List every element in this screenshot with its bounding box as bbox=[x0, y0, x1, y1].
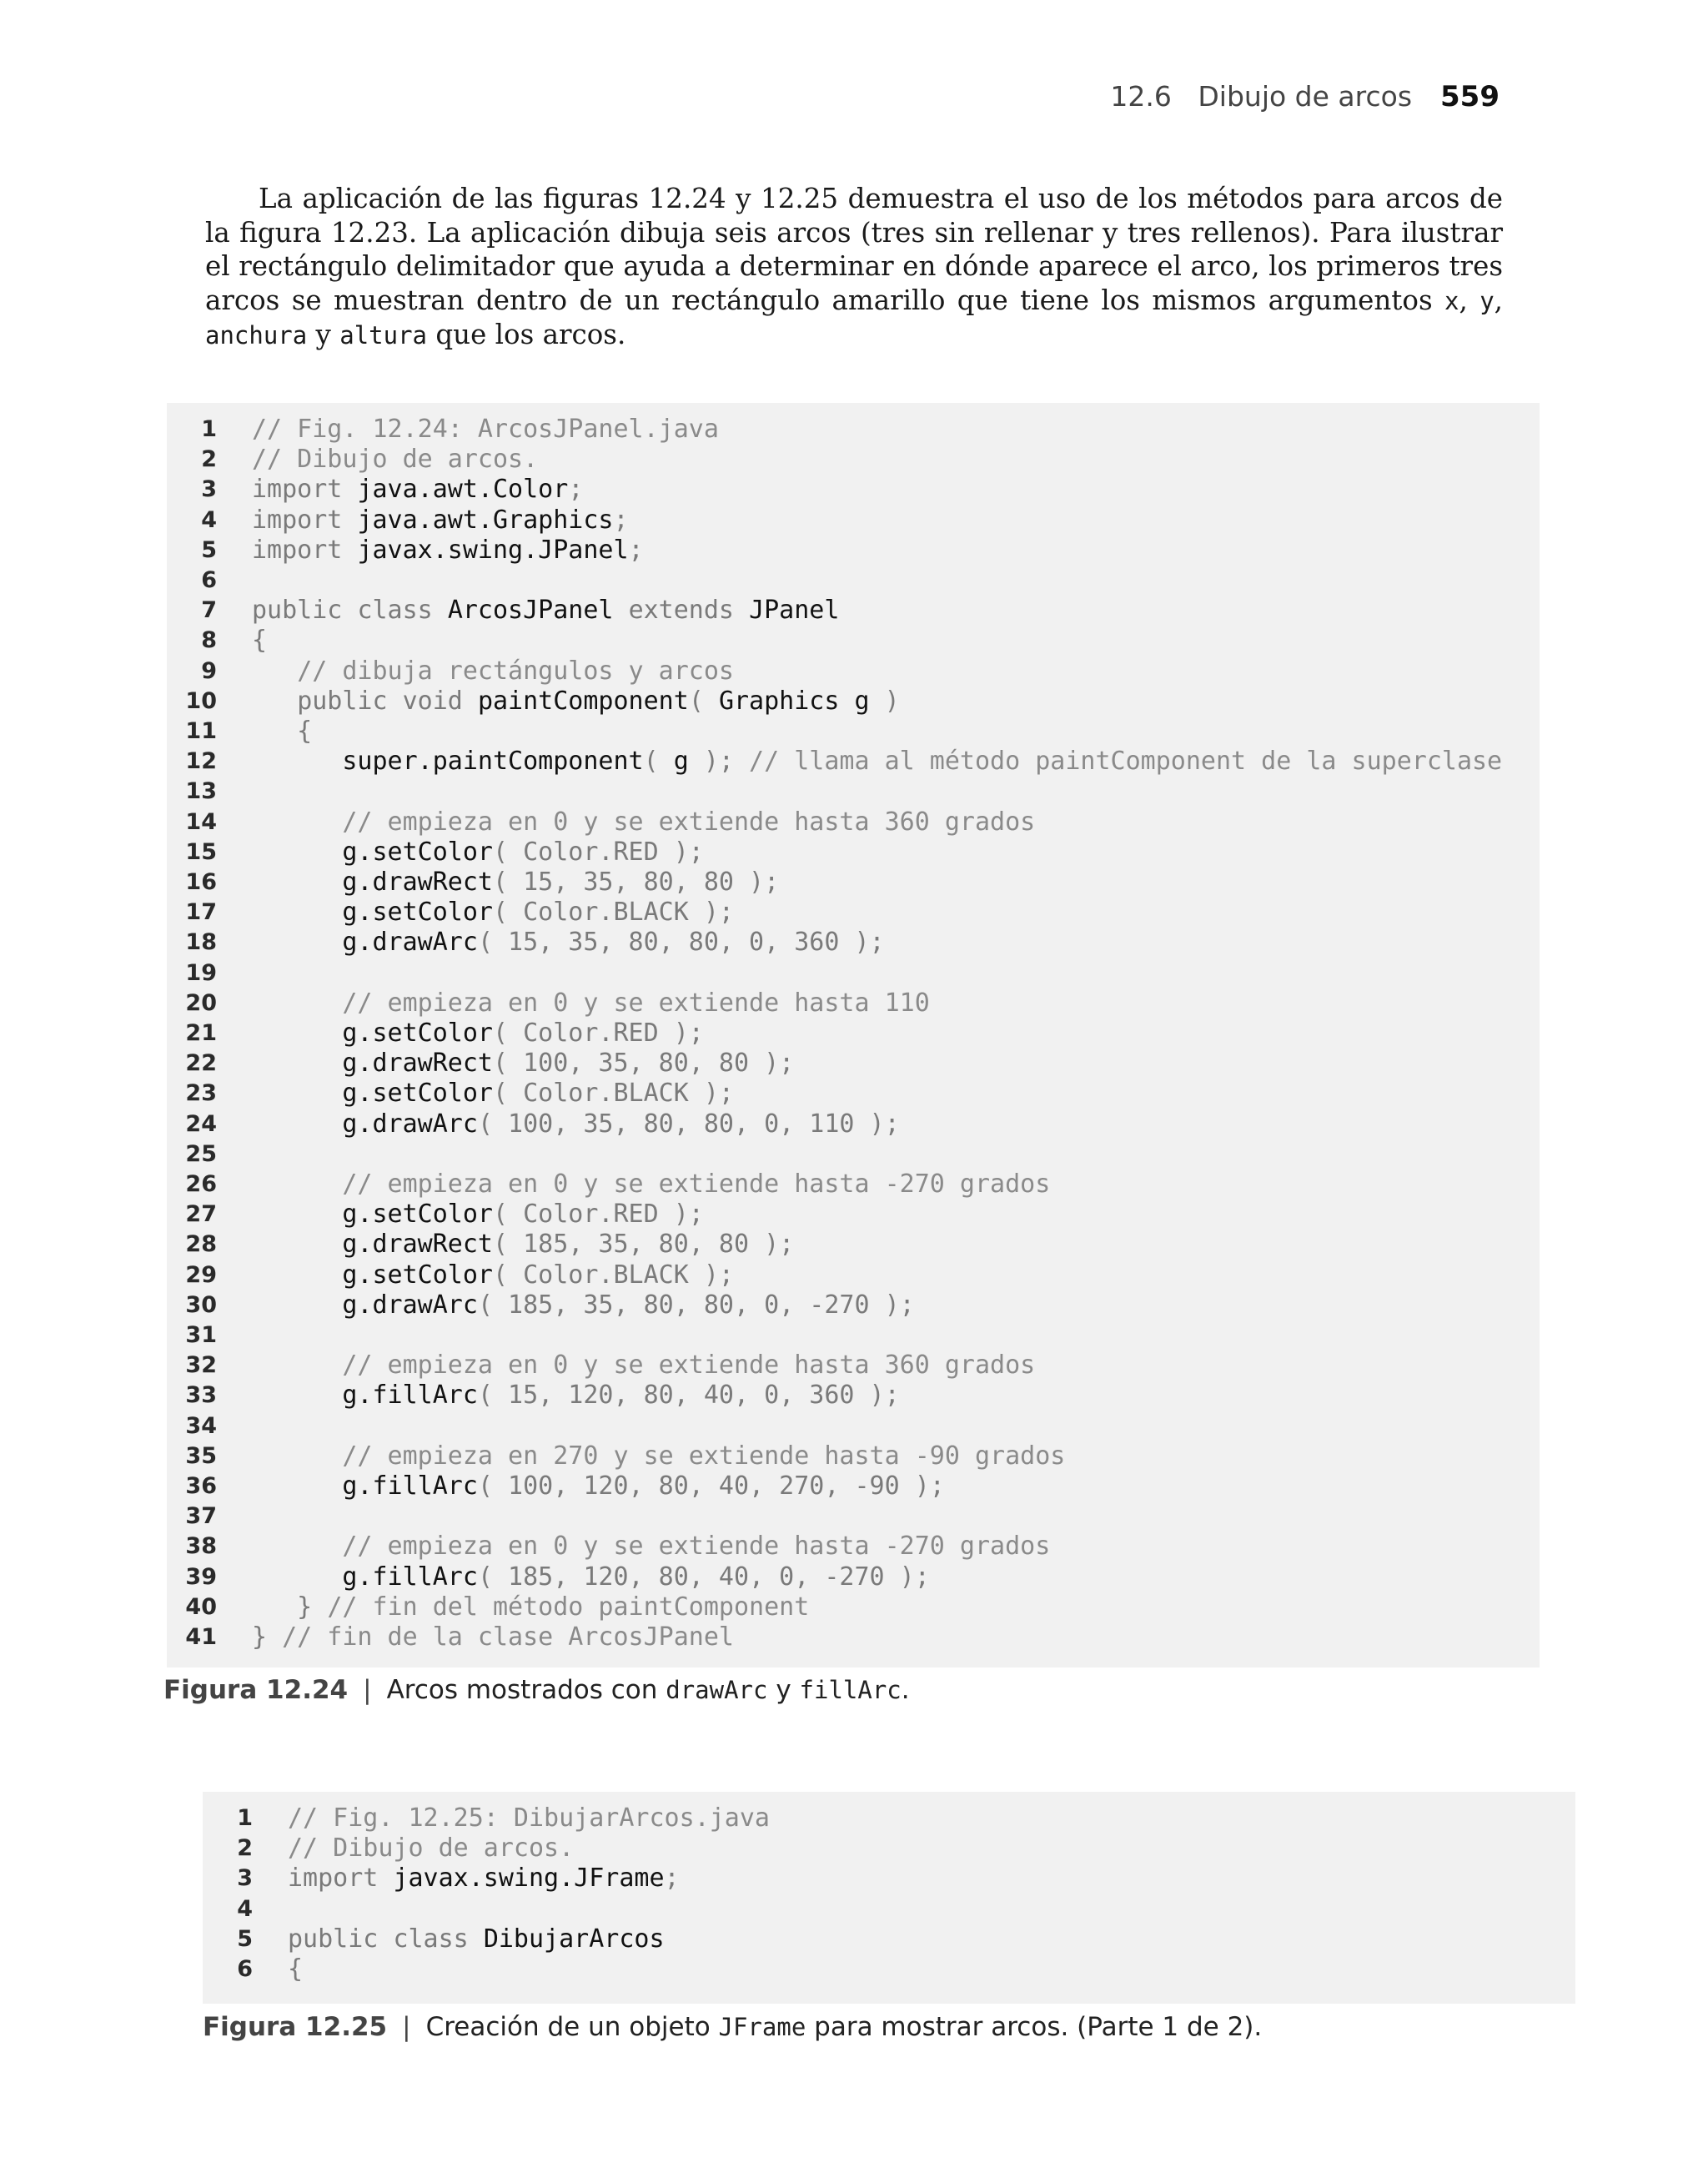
line-number: 3 bbox=[237, 1865, 253, 1892]
code-text: // Fig. 12.24: ArcosJPanel.java bbox=[252, 415, 719, 444]
line-number: 25 bbox=[185, 1140, 217, 1167]
line-number: 27 bbox=[185, 1201, 217, 1228]
code-line bbox=[167, 837, 704, 868]
line-number: 38 bbox=[185, 1533, 217, 1560]
line-number: 21 bbox=[185, 1020, 217, 1046]
caption-separator: | bbox=[402, 2012, 411, 2042]
caption-text: Arcos mostrados con bbox=[386, 1675, 666, 1705]
code-line bbox=[167, 807, 1035, 837]
line-number: 22 bbox=[185, 1050, 217, 1077]
code-line bbox=[167, 1169, 1050, 1200]
code-line bbox=[167, 415, 719, 445]
code-text: g.drawArc( 185, 35, 80, 80, 0, -270 ); bbox=[342, 1290, 915, 1320]
code-text: { bbox=[288, 1954, 304, 1984]
intro-paragraph bbox=[205, 182, 1503, 353]
line-number: 35 bbox=[185, 1442, 217, 1469]
code-line bbox=[167, 717, 312, 747]
line-number: 29 bbox=[185, 1261, 217, 1288]
code-text: g.setColor( Color.RED ); bbox=[342, 1200, 704, 1230]
code-line bbox=[167, 1019, 704, 1049]
inline-code: altura bbox=[339, 321, 428, 350]
line-number: 36 bbox=[185, 1473, 217, 1499]
line-number: 4 bbox=[237, 1895, 253, 1922]
line-number: 26 bbox=[185, 1171, 217, 1197]
line-number: 1 bbox=[201, 416, 217, 442]
line-number: 9 bbox=[201, 657, 217, 684]
inline-code: anchura bbox=[205, 321, 308, 350]
figure-caption-12-24 bbox=[163, 1675, 910, 1705]
line-number: 3 bbox=[201, 476, 217, 503]
code-text: // empieza en 0 y se extiende hasta 110 bbox=[342, 988, 930, 1018]
code-line bbox=[167, 475, 583, 505]
code-text: public void paintComponent( Graphics g ) bbox=[297, 686, 900, 716]
line-number: 16 bbox=[185, 869, 217, 895]
line-number: 30 bbox=[185, 1291, 217, 1318]
code-line bbox=[167, 1441, 1065, 1471]
code-line bbox=[167, 1471, 945, 1501]
code-text: // empieza en 0 y se extiende hasta -270 grados bbox=[342, 1532, 1051, 1562]
code-text: // empieza en 270 y se extiende hasta -90 grados bbox=[342, 1441, 1066, 1471]
code-text: } // fin de la clase ArcosJPanel bbox=[252, 1622, 734, 1652]
code-text: public class ArcosJPanel extends JPanel bbox=[252, 596, 840, 626]
header-section-title bbox=[1110, 80, 1412, 113]
line-number: 15 bbox=[185, 838, 217, 865]
inline-code: x bbox=[1444, 286, 1459, 315]
code-line bbox=[167, 1411, 252, 1441]
code-line bbox=[167, 596, 839, 626]
code-line bbox=[167, 1562, 930, 1592]
running-header bbox=[1110, 80, 1500, 113]
section-number: 12.6 bbox=[1110, 80, 1172, 113]
line-number: 28 bbox=[185, 1231, 217, 1258]
line-number: 20 bbox=[185, 989, 217, 1016]
line-number: 11 bbox=[185, 718, 217, 744]
code-line bbox=[167, 1351, 1035, 1381]
line-number: 6 bbox=[237, 1956, 253, 1982]
code-line bbox=[167, 626, 267, 656]
code-line bbox=[167, 656, 734, 687]
code-line bbox=[203, 1954, 303, 1984]
line-number: 6 bbox=[201, 567, 217, 593]
code-text: g.setColor( Color.BLACK ); bbox=[342, 898, 734, 928]
line-number: 31 bbox=[185, 1322, 217, 1348]
line-number: 14 bbox=[185, 808, 217, 835]
caption-separator: | bbox=[363, 1675, 372, 1705]
code-text: g.drawRect( 15, 35, 80, 80 ); bbox=[342, 868, 780, 897]
line-number: 12 bbox=[185, 748, 217, 775]
figure-caption-12-25 bbox=[203, 2012, 1262, 2042]
line-number: 2 bbox=[201, 446, 217, 473]
code-line bbox=[203, 1803, 770, 1833]
code-text: g.setColor( Color.BLACK ); bbox=[342, 1079, 734, 1109]
code-line bbox=[167, 1230, 794, 1260]
code-line bbox=[167, 1260, 734, 1290]
line-number: 39 bbox=[185, 1563, 217, 1590]
section-title: Dibujo de arcos bbox=[1198, 80, 1413, 113]
line-number: 32 bbox=[185, 1352, 217, 1379]
code-text: } // fin del método paintComponent bbox=[252, 1592, 810, 1622]
code-listing-fig-12-25 bbox=[203, 1792, 1575, 2004]
line-number: 18 bbox=[185, 929, 217, 956]
caption-code: JFrame bbox=[718, 2013, 806, 2041]
line-number: 10 bbox=[185, 687, 217, 714]
caption-code: drawArc bbox=[666, 1676, 768, 1704]
code-text: // Dibujo de arcos. bbox=[288, 1833, 575, 1864]
code-line bbox=[167, 958, 252, 988]
code-line bbox=[167, 1532, 1050, 1562]
line-number: 37 bbox=[185, 1503, 217, 1530]
code-text: { bbox=[252, 717, 313, 746]
line-number: 13 bbox=[185, 778, 217, 805]
code-line bbox=[167, 1139, 252, 1169]
code-text: g.drawArc( 15, 35, 80, 80, 0, 360 ); bbox=[342, 928, 885, 958]
code-line bbox=[167, 506, 629, 536]
code-line bbox=[167, 1290, 915, 1320]
line-number: 4 bbox=[201, 506, 217, 533]
code-text: // empieza en 0 y se extiende hasta 360 grados bbox=[342, 807, 1036, 837]
code-line bbox=[167, 868, 779, 898]
line-number: 24 bbox=[185, 1110, 217, 1137]
figure-label: Figura 12.24 bbox=[163, 1675, 349, 1705]
caption-text: Creación de un objeto bbox=[425, 2012, 719, 2042]
code-line bbox=[203, 1864, 680, 1894]
code-listing-fig-12-24 bbox=[167, 403, 1540, 1667]
code-text: super.paintComponent( g ); // llama al método paintComponent de la superclase bbox=[342, 747, 1503, 777]
code-line bbox=[167, 566, 252, 596]
code-text: g.drawArc( 100, 35, 80, 80, 0, 110 ); bbox=[342, 1109, 900, 1139]
code-line bbox=[167, 1381, 900, 1411]
intro-text: , bbox=[1494, 284, 1503, 316]
code-text: g.fillArc( 185, 120, 80, 40, 0, -270 ); bbox=[342, 1562, 930, 1592]
line-number: 41 bbox=[185, 1624, 217, 1650]
code-text: import javax.swing.JFrame; bbox=[288, 1864, 680, 1894]
line-number: 40 bbox=[185, 1593, 217, 1620]
code-line bbox=[203, 1894, 288, 1924]
line-number: 5 bbox=[237, 1925, 253, 1952]
code-line bbox=[167, 988, 930, 1019]
line-number: 34 bbox=[185, 1412, 217, 1439]
code-text: g.fillArc( 15, 120, 80, 40, 0, 360 ); bbox=[342, 1381, 900, 1411]
code-line bbox=[167, 1622, 734, 1652]
intro-text: La aplicación de las figuras 12.24 y 12.25 demuestra el uso de los métodos para arcos de la figura 12.23. La aplicación dibuja seis arcos (tres sin rellenar y tres rellenos). Para ilustrar el rectángulo delimitador que ayuda a determinar en dónde aparece el arco, los primeros tres arcos se muestran dentro de un rectángulo amarillo que tiene los mismos argumentos bbox=[205, 183, 1503, 316]
line-number: 19 bbox=[185, 959, 217, 986]
code-text: import javax.swing.JPanel; bbox=[252, 535, 644, 565]
code-line bbox=[167, 1200, 704, 1230]
caption-text: y bbox=[767, 1675, 800, 1705]
line-number: 33 bbox=[185, 1382, 217, 1409]
code-text: import java.awt.Color; bbox=[252, 475, 584, 505]
line-number: 23 bbox=[185, 1080, 217, 1107]
code-line bbox=[167, 445, 538, 475]
code-line bbox=[167, 1049, 794, 1079]
code-line bbox=[167, 536, 644, 566]
code-line bbox=[167, 687, 900, 717]
intro-text: , bbox=[1459, 284, 1480, 316]
code-line bbox=[167, 1320, 252, 1351]
code-text: { bbox=[252, 626, 268, 656]
code-line bbox=[203, 1924, 665, 1954]
line-number: 5 bbox=[201, 536, 217, 563]
code-text: // Fig. 12.25: DibujarArcos.java bbox=[288, 1803, 770, 1833]
line-number: 7 bbox=[201, 597, 217, 624]
code-text: // empieza en 0 y se extiende hasta 360 grados bbox=[342, 1351, 1036, 1381]
code-text: g.setColor( Color.RED ); bbox=[342, 1019, 704, 1048]
figure-label: Figura 12.25 bbox=[203, 2012, 388, 2042]
page-number: 559 bbox=[1440, 80, 1500, 113]
code-text: // dibuja rectángulos y arcos bbox=[297, 656, 734, 686]
code-line bbox=[167, 777, 252, 807]
inline-code: y bbox=[1479, 286, 1494, 315]
code-text: public class DibujarArcos bbox=[288, 1924, 665, 1954]
code-line bbox=[167, 1109, 900, 1139]
line-number: 17 bbox=[185, 899, 217, 926]
code-text: // empieza en 0 y se extiende hasta -270 grados bbox=[342, 1169, 1051, 1199]
code-text: import java.awt.Graphics; bbox=[252, 505, 629, 535]
code-text: g.drawRect( 185, 35, 80, 80 ); bbox=[342, 1230, 795, 1260]
caption-text: para mostrar arcos. (Parte 1 de 2). bbox=[806, 2012, 1263, 2042]
code-line bbox=[167, 928, 885, 958]
code-line bbox=[167, 747, 1502, 777]
code-line bbox=[167, 1592, 809, 1622]
code-text: g.setColor( Color.RED ); bbox=[342, 837, 704, 867]
intro-text: que los arcos. bbox=[427, 319, 626, 350]
code-text: g.drawRect( 100, 35, 80, 80 ); bbox=[342, 1049, 795, 1079]
line-number: 2 bbox=[237, 1835, 253, 1862]
line-number: 8 bbox=[201, 627, 217, 654]
line-number: 1 bbox=[237, 1805, 253, 1831]
code-line bbox=[167, 1079, 734, 1109]
caption-code: fillArc bbox=[799, 1676, 902, 1704]
intro-text: y bbox=[307, 319, 340, 350]
code-line bbox=[203, 1833, 574, 1864]
caption-text: . bbox=[901, 1675, 910, 1705]
code-line bbox=[167, 1501, 252, 1532]
code-text: g.fillArc( 100, 120, 80, 40, 270, -90 ); bbox=[342, 1471, 945, 1501]
code-line bbox=[167, 898, 734, 928]
code-text: // Dibujo de arcos. bbox=[252, 445, 539, 475]
code-text: g.setColor( Color.BLACK ); bbox=[342, 1260, 734, 1290]
